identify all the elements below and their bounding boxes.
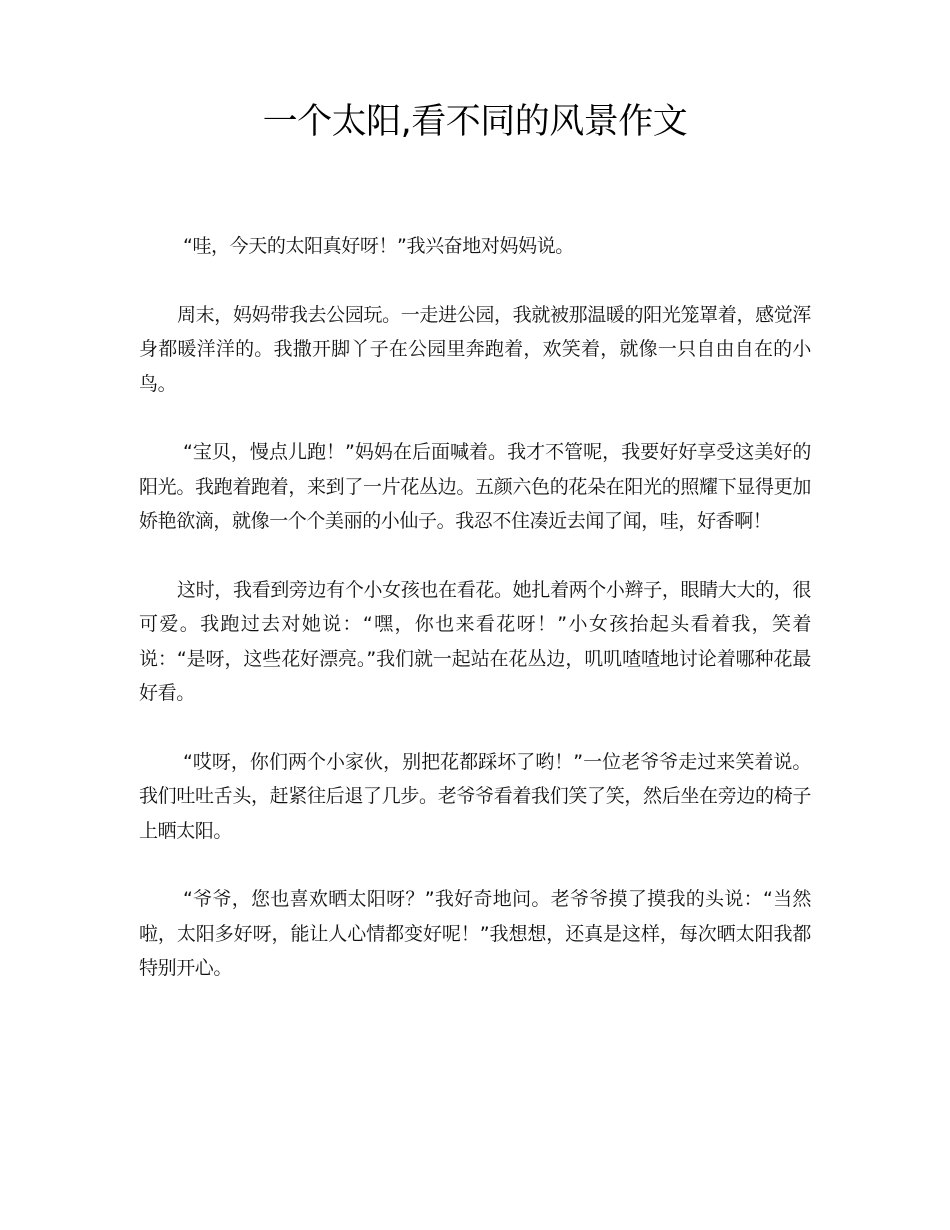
paragraph-2: 周末，妈妈带我去公园玩。一走进公园，我就被那温暖的阳光笼罩着，感觉浑身都暖洋洋的。我撒开脚丫子在公园里奔跑着，欢笑着，就像一只自由自在的小鸟。 bbox=[139, 303, 811, 395]
document-body bbox=[139, 229, 811, 1020]
paragraph-5: “哎呀，你们两个小家伙，别把花都踩坏了哟！”一位老爷爷走过来笑着说。我们吐吐舌头，赶紧往后退了几步。老爷爷看着我们笑了笑，然后坐在旁边的椅子上晒太阳。 bbox=[139, 750, 811, 842]
paragraph-4: 这时，我看到旁边有个小女孩也在看花。她扎着两个小辫子，眼睛大大的，很可爱。我跑过去对她说：“嘿，你也来看花呀！”小女孩抬起头看着我，笑着说：“是呀，这些花好漂亮。”我们就一起站在花丛边，叽叽喳喳地讨论着哪种花最好看。 bbox=[139, 578, 811, 704]
paragraph-6: “爷爷，您也喜欢晒太阳呀？”我好奇地问。老爷爷摸了摸我的头说：“当然啦，太阳多好呀，能让人心情都变好呢！”我想想，还真是这样，每次晒太阳我都特别开心。 bbox=[139, 888, 811, 979]
document-title: 一个太阳,看不同的风景作文 bbox=[262, 102, 688, 142]
paragraph-1: “哇，今天的太阳真好呀！”我兴奋地对妈妈说。 bbox=[183, 235, 574, 257]
paragraph-3: “宝贝，慢点儿跑！”妈妈在后面喊着。我才不管呢，我要好好享受这美好的阳光。我跑着跑着，来到了一片花丛边。五颜六色的花朵在阳光的照耀下显得更加娇艳欲滴，就像一个个美丽的小仙子。我忍不住凑近去闻了闻，哇，好香啊！ bbox=[139, 441, 811, 532]
